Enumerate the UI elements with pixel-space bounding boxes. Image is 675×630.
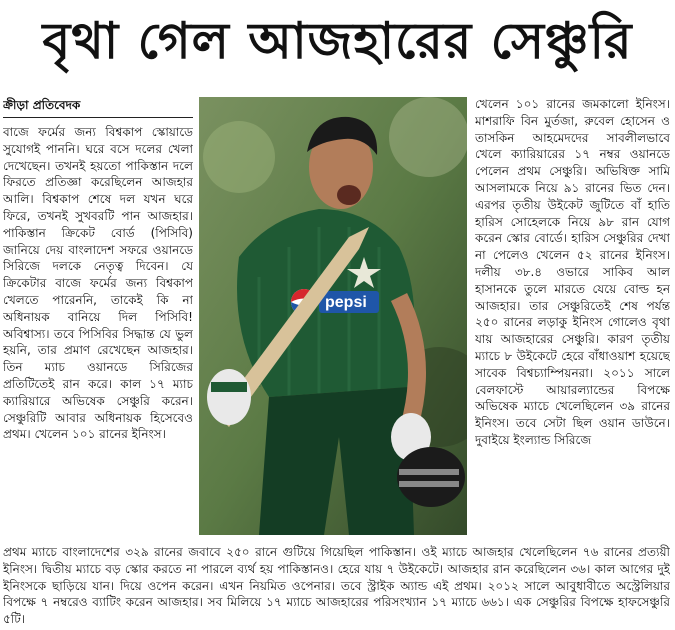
batting-glove-left: [207, 369, 251, 425]
article-column-left: বাজে ফর্মের জন্য বিশ্বকাপ স্কোয়াডে সুযোগই পাননি। ঘরে বসে দলের খেলা দেখেছেন। তখনই হয়তো পাকিস্তান দলে ফিরতে প্রতিজ্ঞা করেছিলেন আজহার আলি। বিশ্বকাপ শেষে দল যখন ঘরে ফিরে, তখনই সুখবরটি পান আজহার। পাকিস্তান ক্রিকেট বোর্ড (পিসিবি) জানিয়ে দেয় বাংলাদেশ সফরে ওয়ানডে সিরিজে দলকে নেতৃত্ব দিবেন। যে ক্রিকেটার বাজে ফর্মের জন্য বিশ্বকাপ খেলতে পারেননি, তাকেই কি না অধিনায়ক বানিয়ে দিল পিসিবি! অবিশ্বাস্য। তবে পিসিবির সিদ্ধান্ত যে ভুল হয়নি, তার প্রমাণ রেখেছেন আজহার। তিন ম্যাচ ওয়ানডে সিরিজের প্রতিটিতেই রান করে। কাল ১৭ ম্যাচ ক্যারিয়ারে অভিষেক সেঞ্চুরি করেন। সেঞ্চুরিটি আবার অধিনায়ক হিসেবেও প্রথম। খেলেন ১০১ রানের ইনিংস।: [3, 125, 193, 442]
article-column-right: খেলেন ১০১ রানের জমকালো ইনিংস। মাশরাফি বিন মুর্তজা, রুবেল হোসেন ও তাসকিন আহমেদদের সাবলীলভাবে খেলে ক্যারিয়ারের ১৭ নম্বর ওয়ানডে পেলেন প্রথম সেঞ্চুরি। অভিষিক্ত সামি আসলামকে নিয়ে ৯১ রানের ভিত দেন। এরপর তৃতীয় উইকেট জুটিতে বাঁ হাতি হারিস সোহেলকে নিয়ে ৯৮ রান যোগ করেন স্কোর বোর্ডে। হারিস সেঞ্চুরির দেখা না পেলেও খেলেন ৫২ রানের ইনিংস। দলীয় ৩৮.৪ ওভারে সাকিব আল হাসানকে তুলে মারতে যেয়ে বোল্ড হন আজহার। তার সেঞ্চুরিতেই শেষ পর্যন্ত ২৫০ রানের লড়াকু ইনিংস গোলেও বৃথা যায় আজহারের সেঞ্চুরি। কারণ তৃতীয় ম্যাচে ৮ উইকেটে হেরে বাঁধাওয়াশ হয়েছে সাবেক বিশ্বচ্যাম্পিয়নরা। ২০১১ সালে বেলফাস্টে আয়ারল্যান্ডের বিপক্ষে অভিষেক ম্যাচে খেলেছিলেন ৩৯ রানের ইনিংস। তবে সেটা ছিল ওয়ান ডাউনে। দুবাইয়ে ইংল্যান্ড সিরিজে: [475, 97, 670, 447]
article-bottom-text: প্রথম ম্যাচে বাংলাদেশের ৩২৯ রানের জবাবে ২৫০ রানে গুটিয়ে গিয়েছিল পাকিস্তান। ওই ম্যাচে আজহার খেলেছিলেন ৭৬ রানের প্রত্যয়ী ইনিংস। দ্বিতীয় ম্যাচে বড় স্কোর করতে না পারলে ব্যর্থ হয় পাকিস্তানও। হেরে যায় ৭ উইকেটে। আজহার রান করেছিলেন ৩৬। কাল আগের দুই ইনিংসকে ছাড়িয়ে যান। দিয়ে ওপেন করেন। এখন নিয়মিত ওপেনার। তবে স্ট্রাইক অ্যান্ড এই প্রথম। ২০১২ সালে আবুধাবীতে অস্ট্রেলিয়ার বিপক্ষে ৭ নম্বরেও ব্যাটিং করেন আজহার। সব মিলিয়ে ১৭ ম্যাচে আজহারের পরিসংখ্যান ১৭ ম্যাচে ৬৬১। এক সেঞ্চুরির বিপক্ষে হাফসেঞ্চুরি ৫টি।: [3, 545, 670, 627]
headline: বৃথা গেল আজহারের সেঞ্চুরি: [42, 11, 633, 70]
article-photo: [199, 97, 467, 535]
cricketer-photo-illustration: [199, 97, 467, 535]
svg-text:pepsi: pepsi: [325, 294, 367, 311]
helmet: [397, 447, 465, 507]
byline: ক্রীড়া প্রতিবেদক: [3, 95, 193, 118]
